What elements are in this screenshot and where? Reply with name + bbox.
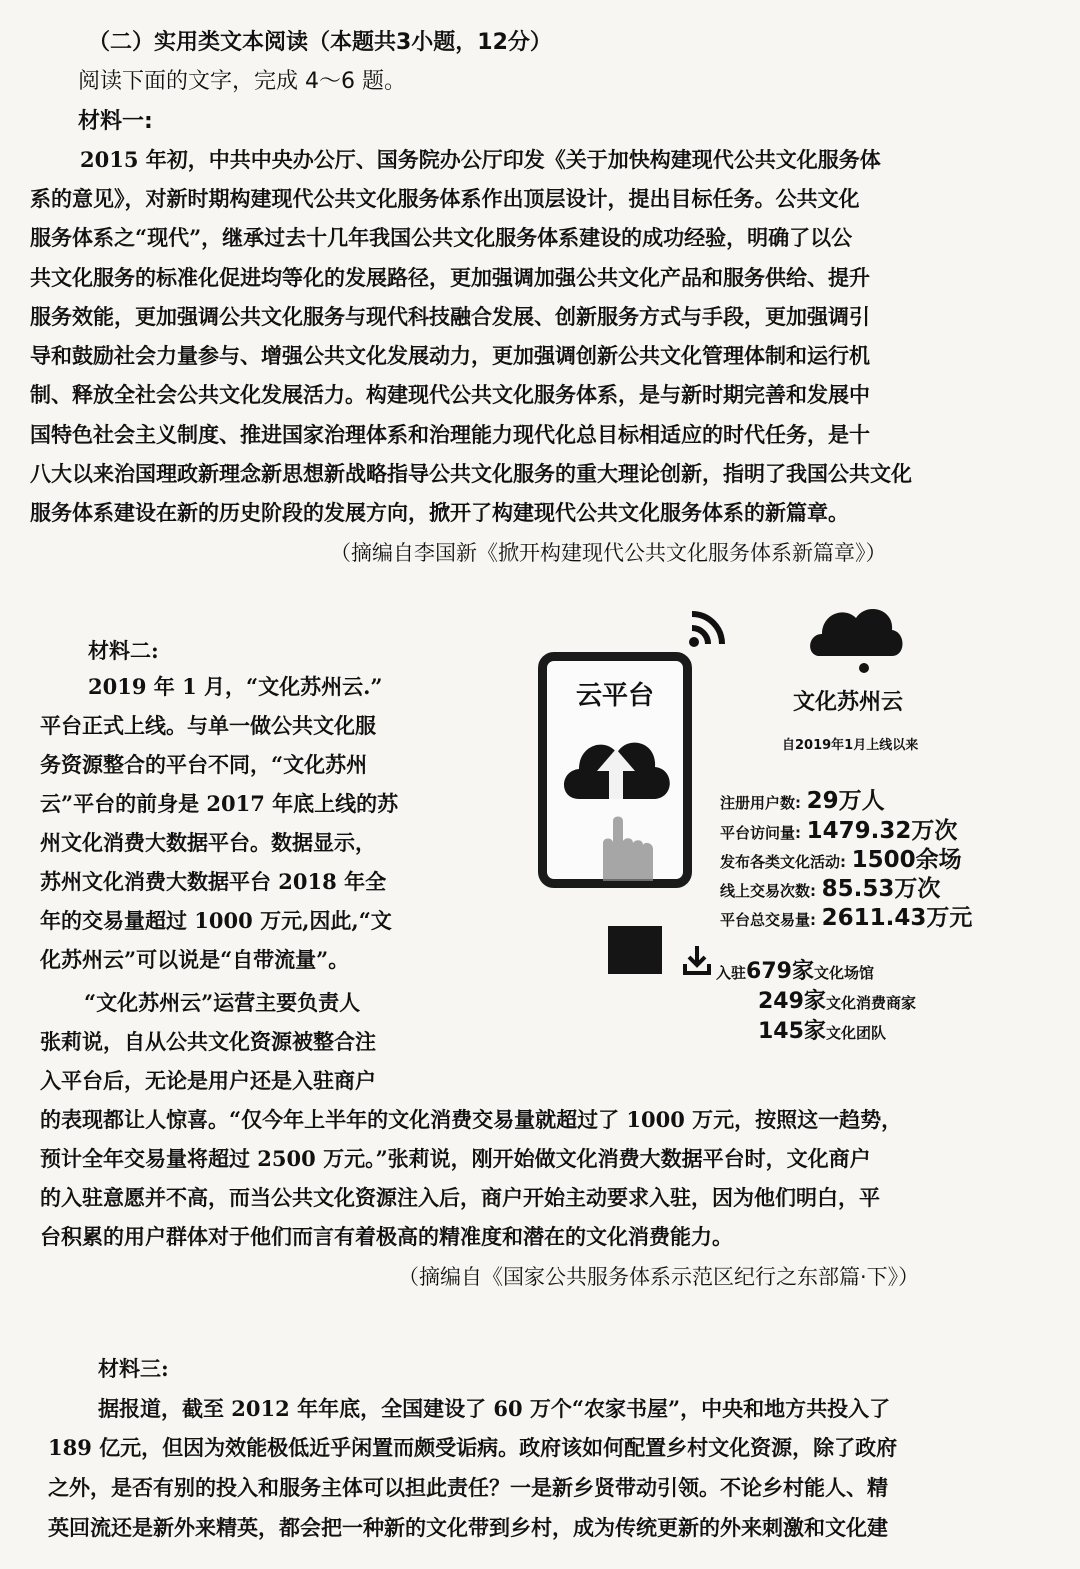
cloud-upload-icon [557, 719, 675, 809]
paragraph-line: 州文化消费大数据平台。数据显示， [40, 830, 376, 855]
count-num: 679家 [746, 959, 814, 984]
paragraph-line: 服务效能，更加强调公共文化服务与现代科技融合发展、创新服务方式与手段，更加强调引 [30, 304, 870, 329]
paragraph-line: 2019 年 1 月，“文化苏州云.” [88, 674, 383, 699]
stat-value: 29万人 [806, 788, 885, 814]
stat-value: 1479.32万次 [806, 818, 958, 844]
stat-row [720, 782, 885, 815]
paragraph-line: 云”平台的前身是 2017 年底上线的苏 [40, 791, 399, 816]
phone-sleeve [608, 926, 662, 974]
since-text: 自2019年1月上线以来 [782, 738, 919, 753]
paragraph-line: 化苏州云”可以说是“自带流量”。 [40, 947, 350, 972]
stat-value: 1500余场 [851, 847, 962, 873]
count-text: 文化场馆 [813, 964, 874, 982]
paragraph-line: 预计全年交易量将超过 2500 万元。”张莉说，刚开始做文化消费大数据平台时，文化商户 [40, 1146, 871, 1171]
count-text: 文化团队 [825, 1024, 886, 1042]
stat-label: 平台访问量: [720, 824, 801, 842]
hand-icon [573, 811, 663, 881]
paragraph-line: 的入驻意愿并不高，而当公共文化资源注入后，商户开始主动要求入驻，因为他们明白，平 [40, 1185, 880, 1210]
paragraph-line: 制、释放全社会公共文化发展活力。构建现代公共文化服务体系，是与新时期完善和发展中 [30, 382, 870, 407]
brand-name: 文化苏州云 [793, 690, 904, 715]
count-prefix: 入驻 [716, 964, 747, 982]
paragraph-line: 八大以来治国理政新理念新思想新战略指导公共文化服务的重大理论创新，指明了我国公共文化 [30, 461, 912, 486]
count-row [758, 1014, 886, 1045]
paragraph-line: 据报道，截至 2012 年年底，全国建设了 60 万个“农家书屋”，中央和地方共投入了 [98, 1396, 891, 1421]
paragraph-line: 系的意见》，对新时期构建现代公共文化服务体系作出顶层设计，提出目标任务。公共文化 [30, 186, 860, 211]
material1-label: 材料一: [78, 109, 153, 134]
cloud-pin-icon [808, 600, 904, 674]
stat-label: 线上交易次数: [720, 882, 816, 900]
material3-label: 材料三: [98, 1356, 169, 1381]
stat-value: 2611.43万元 [821, 905, 973, 931]
paragraph-line: 张莉说，自从公共文化资源被整合注 [40, 1029, 376, 1054]
paragraph-line: 苏州文化消费大数据平台 2018 年全 [40, 869, 387, 894]
paragraph-line: 服务体系之“现代”，继承过去十几年我国公共文化服务体系建设的成功经验，明确了以公 [30, 225, 853, 250]
phone-title: 云平台 [575, 681, 654, 711]
count-num: 145家 [758, 1019, 826, 1044]
stat-row [720, 899, 972, 932]
phone-illustration [538, 652, 692, 888]
wifi-icon [686, 604, 732, 650]
paragraph-line: 国特色社会主义制度、推进国家治理体系和治理能力现代化总目标相适应的时代任务，是十 [30, 422, 870, 447]
count-num: 249家 [758, 989, 826, 1014]
paragraph-line: 台积累的用户群体对于他们而言有着极高的精准度和潜在的文化消费能力。 [40, 1224, 733, 1249]
paragraph-line: 2015 年初，中共中央办公厅、国务院办公厅印发《关于加快构建现代公共文化服务体 [80, 147, 881, 172]
paragraph-line: 入平台后，无论是用户还是入驻商户 [40, 1068, 376, 1093]
download-icon [682, 944, 712, 976]
paragraph-line: 的表现都让人惊喜。“仅今年上半年的文化消费交易量就超过了 1000 万元，按照这一趋势， [40, 1107, 903, 1132]
count-row [758, 984, 916, 1015]
material2-source: （摘编自《国家公共服务体系示范区纪行之东部篇·下》） [398, 1265, 920, 1289]
stat-label: 注册用户数: [720, 794, 801, 812]
instruction: 阅读下面的文字，完成 4～6 题。 [78, 69, 406, 94]
paragraph-line: 年的交易量超过 1000 万元,因此,“文 [40, 908, 392, 933]
count-text: 文化消费商家 [825, 994, 916, 1012]
paragraph-line: “文化苏州云”运营主要负责人 [84, 990, 361, 1015]
paragraph-line: 之外，是否有别的投入和服务主体可以担此责任？一是新乡贤带动引领。不论乡村能人、精 [48, 1475, 888, 1500]
section-title: （二）实用类文本阅读（本题共3小题，12分） [88, 30, 552, 55]
stat-label: 平台总交易量: [720, 911, 816, 929]
material1-source: （摘编自李国新《掀开构建现代公共文化服务体系新篇章》） [330, 541, 887, 565]
paragraph-line: 共文化服务的标准化促进均等化的发展路径，更加强调加强公共文化产品和服务供给、提升 [30, 265, 870, 290]
material2-label: 材料二: [88, 638, 159, 663]
count-row [716, 954, 874, 985]
paragraph-line: 务资源整合的平台不同，“文化苏州 [40, 752, 368, 777]
stat-label: 发布各类文化活动: [720, 853, 846, 871]
stat-value: 85.53万次 [821, 876, 941, 902]
paragraph-line: 189 亿元，但因为效能极低近乎闲置而颇受诟病。政府该如何配置乡村文化资源，除了政府 [48, 1435, 898, 1460]
paragraph-line: 服务体系建设在新的历史阶段的发展方向，掀开了构建现代公共文化服务体系的新篇章。 [30, 500, 849, 525]
paragraph-line: 平台正式上线。与单一做公共文化服 [40, 713, 376, 738]
paragraph-line: 英回流还是新外来精英，都会把一种新的文化带到乡村，成为传统更新的外来刺激和文化建 [48, 1515, 888, 1540]
paragraph-line: 导和鼓励社会力量参与、增强公共文化发展动力，更加强调创新公共文化管理体制和运行机 [30, 343, 870, 368]
